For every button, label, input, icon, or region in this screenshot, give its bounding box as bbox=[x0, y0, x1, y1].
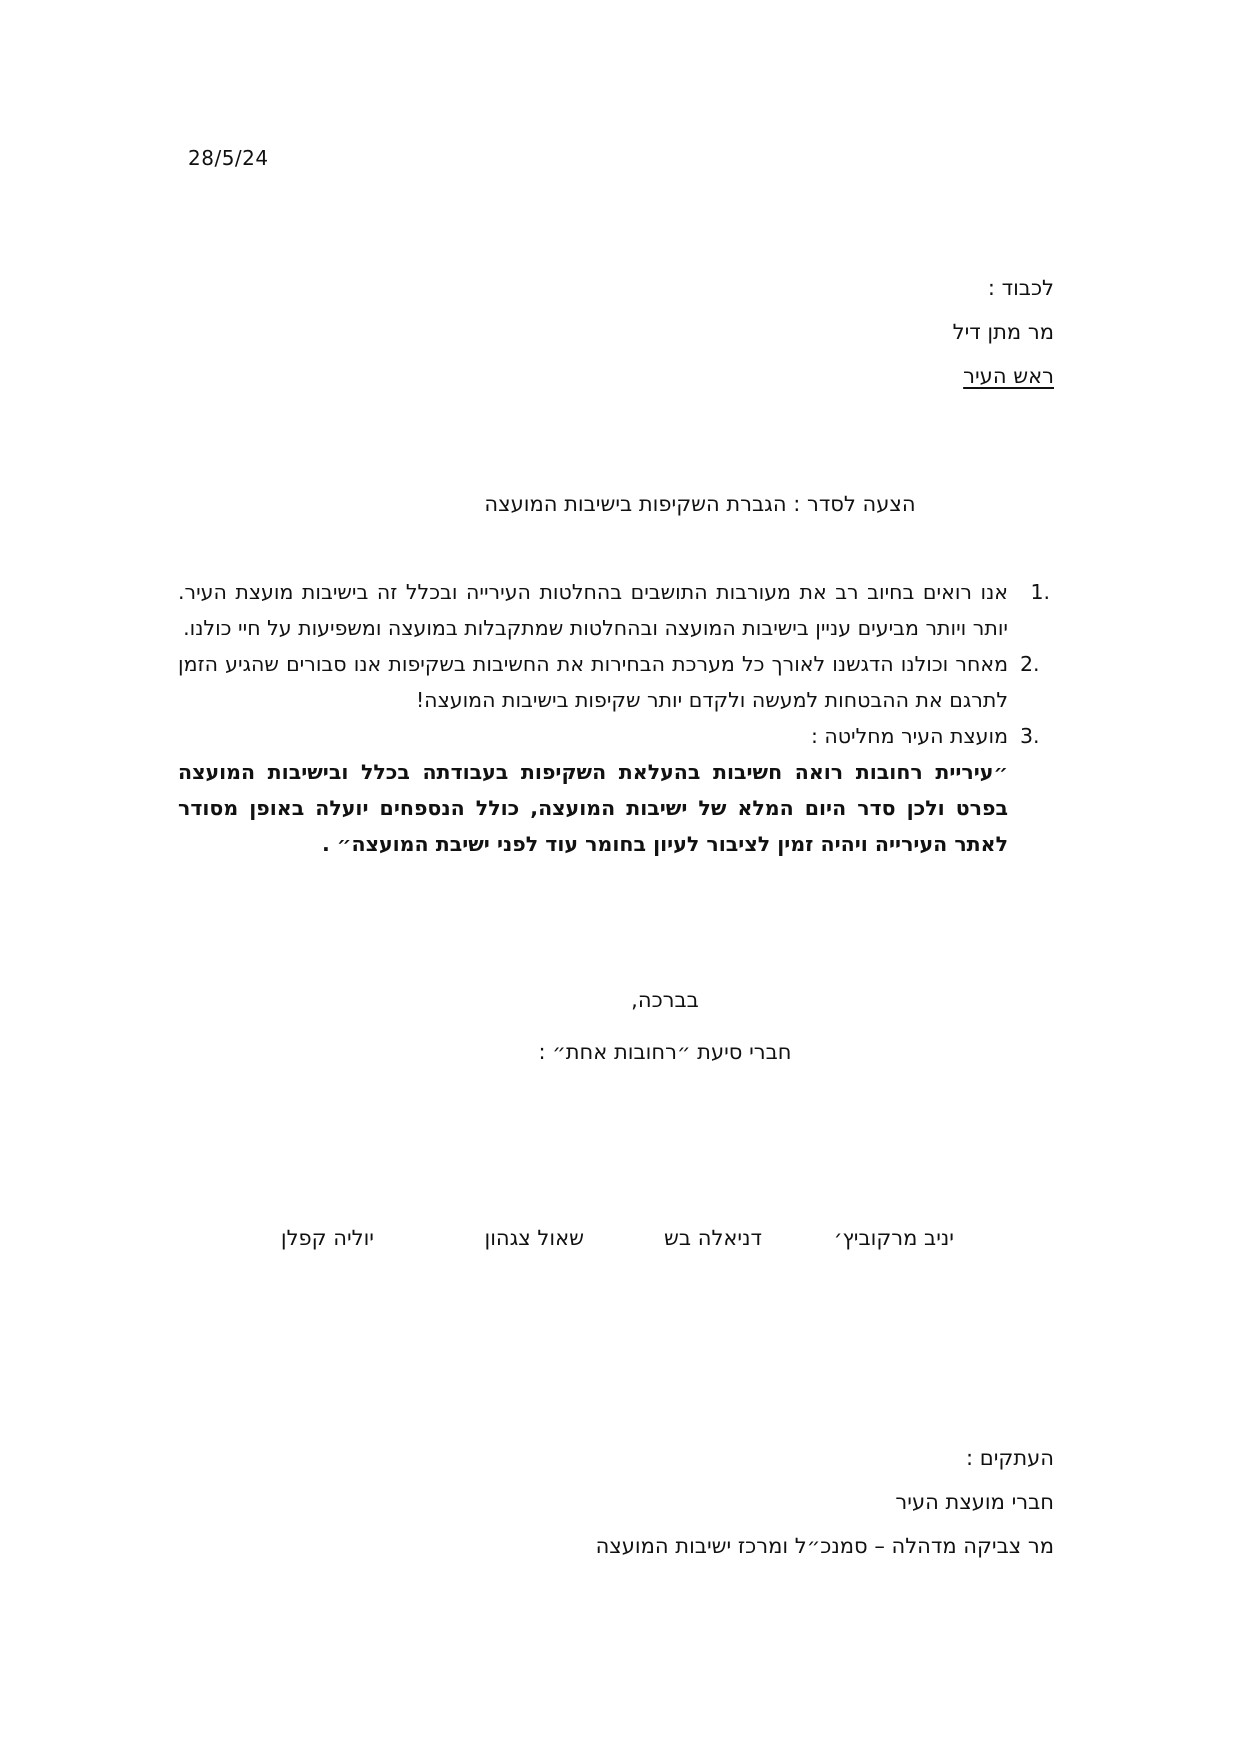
closing-group bbox=[0, 1040, 1240, 1064]
letter-subject bbox=[0, 492, 1240, 516]
addressee-title: ראש העיר bbox=[963, 364, 1054, 388]
addressee-name: מר מתן דיל bbox=[952, 320, 1054, 344]
item-text: מועצת העיר מחליטה : bbox=[810, 724, 1008, 748]
copy-recipient-2: מר צביקה מדהלה – סמנכ״ל ומרכז ישיבות המועצה bbox=[595, 1534, 1054, 1558]
proposal-item-1 bbox=[178, 574, 1050, 646]
copies-label: העתקים : bbox=[966, 1446, 1054, 1470]
proposal-item-3 bbox=[178, 718, 1040, 754]
item-number: 1. bbox=[1030, 580, 1050, 604]
greeting-text: בברכה, bbox=[631, 988, 699, 1012]
letter-date: 28/5/24 bbox=[188, 146, 269, 170]
item-text: אנו רואים בחיוב רב את מעורבות התושבים בהחלטות העירייה ובכלל זה בישיבות מועצת העיר. יותר ויותר מביעים עניין בישיבות המועצה ובהחלטות שמתקבלות במועצה ומשפיעות על חיי כולנו. bbox=[178, 580, 1008, 640]
proposal-list bbox=[178, 574, 1050, 862]
copy-recipient-1: חברי מועצת העיר bbox=[895, 1490, 1054, 1514]
signatory-2: דניאלה בש bbox=[664, 1226, 762, 1250]
item-text: מאחר וכולנו הדגשנו לאורך כל מערכת הבחירות את החשיבות בשקיפות אנו סבורים שהגיע הזמן לתרגם את ההבטחות למעשה ולקדם יותר שקיפות בישיבות המועצה! bbox=[178, 652, 1008, 712]
group-text: חברי סיעת ״רחובות אחת״ : bbox=[538, 1040, 792, 1064]
resolution-text: ״עיריית רחובות רואה חשיבות בהעלאת השקיפות בעבודתה בכלל ובישיבות המועצה בפרט ולכן סדר היום המלא של ישיבות המועצה, כולל הנספחים יועלה באופן מסודר לאתר העירייה ויהיה זמין לציבור לעיון בחומר עוד לפני ישיבת המועצה״ . bbox=[178, 760, 1008, 856]
signatory-3: שאול צגהון bbox=[484, 1226, 584, 1250]
signatory-1: יניב מרקוביץ׳ bbox=[833, 1226, 954, 1250]
subject-text: הצעה לסדר : הגברת השקיפות בישיבות המועצה bbox=[484, 492, 916, 516]
item-number: 3. bbox=[1020, 724, 1040, 748]
signatory-4: יוליה קפלן bbox=[280, 1226, 374, 1250]
proposal-item-2 bbox=[178, 646, 1040, 718]
addressee-salutation: לכבוד : bbox=[987, 276, 1054, 300]
closing-greeting bbox=[0, 988, 1240, 1012]
item-number: 2. bbox=[1020, 652, 1040, 676]
